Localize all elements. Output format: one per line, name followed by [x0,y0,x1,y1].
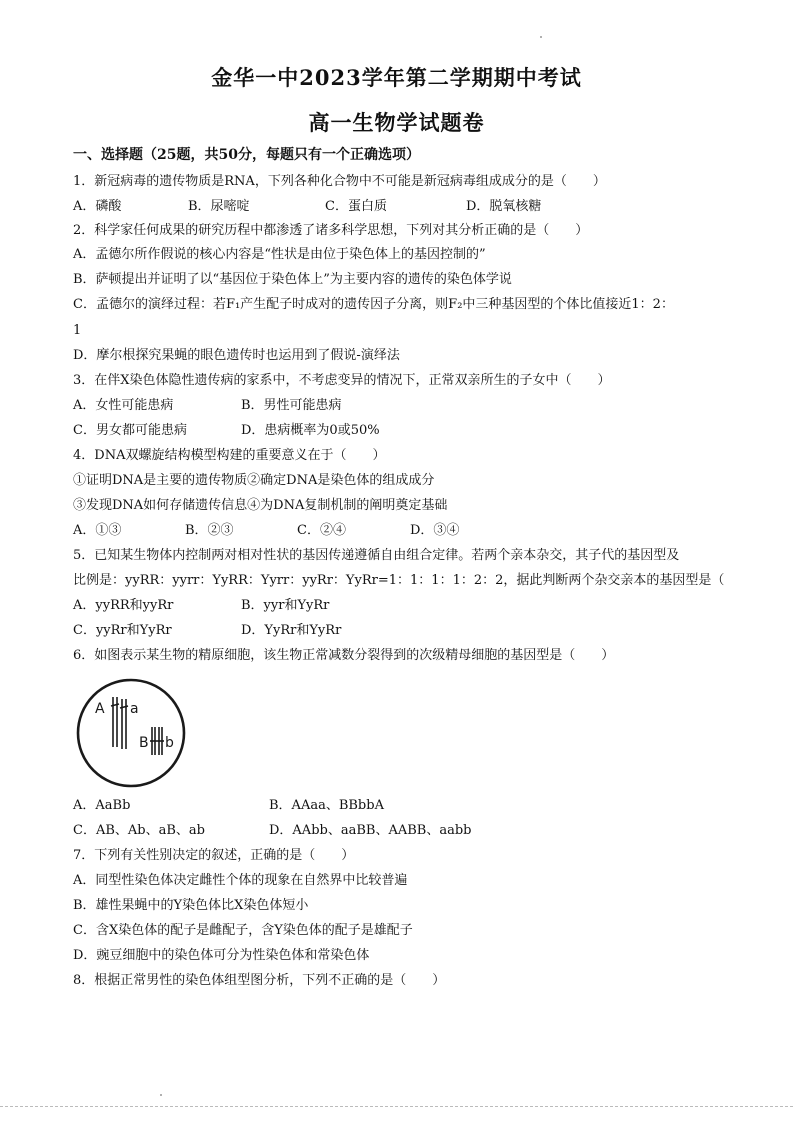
question-7-option-c: C．含X染色体的配子是雌配子，含Y染色体的配子是雄配子 [73,923,413,938]
question-3-stem: 3．在伴X染色体隐性遗传病的家系中，不考虑变异的情况下，正常双亲所生的子女中（ ） [73,373,611,388]
question-6-option-a: A．AaBb [73,798,131,813]
question-5-option-d: D．YyRr和YyRr [241,623,342,638]
question-3-option-d: D．患病概率为0或50% [241,423,380,438]
question-7-stem: 7．下列有关性别决定的叙述，正确的是（ ） [73,848,355,863]
chromosome-pair-b [150,727,164,755]
question-6-stem: 6．如图表示某生物的精原细胞，该生物正常减数分裂得到的次级精母细胞的基因型是（ ） [73,648,615,663]
question-3-option-c: C．男女都可能患病 [73,423,187,438]
question-5-option-b: B．yyr和YyRr [241,598,330,613]
question-1-option-c: C．蛋白质 [325,199,387,214]
question-6-option-b: B．AAaa、BBbbA [269,798,384,813]
question-4-stem: 4．DNA双螺旋结构模型构建的重要意义在于（ ） [73,448,386,463]
exam-subtitle: 高一生物学试题卷 [308,110,485,135]
question-6-option-c: C．AB、Ab、aB、ab [73,823,205,838]
question-4-option-d: D．③④ [410,523,460,538]
section-heading: 一、选择题（25题，共50分，每题只有一个正确选项） [73,147,420,163]
question-7-option-b: B．雄性果蝇中的Y染色体比X染色体短小 [73,898,309,913]
fig-label-a-lower: a [130,701,139,717]
fig-label-a-upper: A [95,701,105,717]
cell-membrane-outline [78,680,184,786]
fig-label-b-lower: b [165,735,174,751]
question-1-option-d: D．脱氧核糖 [466,199,542,214]
scan-speck [540,36,542,38]
fig-label-b-upper: B [139,735,149,751]
question-2-option-c: C．孟德尔的演绎过程：若F₁产生配子时成对的遗传因子分离，则F₂中三种基因型的个体比值接近1：2： [73,297,674,312]
question-4-statements-2: ③发现DNA如何存储遗传信息④为DNA复制机制的阐明奠定基础 [73,498,448,513]
question-4-statements-1: ①证明DNA是主要的遗传物质②确定DNA是染色体的组成成分 [73,473,435,488]
question-2-option-d: D．摩尔根探究果蝇的眼色遗传时也运用到了假说-演绎法 [73,348,400,363]
question-7-option-d: D．豌豆细胞中的染色体可分为性染色体和常染色体 [73,948,370,963]
question-4-option-c: C．②④ [297,523,346,538]
question-1-stem: 1．新冠病毒的遗传物质是RNA，下列各种化合物中不可能是新冠病毒组成成分的是（ ） [73,174,606,189]
question-3-option-a: A．女性可能患病 [73,398,174,413]
question-4-option-b: B．②③ [185,523,234,538]
question-4-option-a: A．①③ [73,523,122,538]
spermatogonium-cell-figure [75,677,187,789]
question-5-stem-line-2: 比例是：yyRR：yyrr：YyRR：Yyrr：yyRr：YyRr=1：1：1：1：2：2，据此判断两个杂交亲本的基因型是（ [73,573,725,588]
question-2-option-a: A．孟德尔所作假说的核心内容是“性状是由位于染色体上的基因控制的” [73,247,486,262]
question-7-option-a: A．同型性染色体决定雌性个体的现象在自然界中比较普遍 [73,873,408,888]
question-2-option-c-continued: 1 [73,323,82,338]
question-6-option-d: D．AAbb、aaBB、AABB、aabb [269,823,472,838]
question-5-option-c: C．yyRr和YyRr [73,623,172,638]
scan-speck [160,1094,162,1096]
page-bottom-rule [0,1106,793,1107]
question-1-option-b: B．尿嘧啶 [188,199,250,214]
exam-title: 金华一中2023学年第二学期期中考试 [211,65,582,90]
question-3-option-b: B．男性可能患病 [241,398,342,413]
question-2-option-b: B．萨顿提出并证明了以“基因位于染色体上”为主要内容的遗传的染色体学说 [73,272,512,287]
chromosome-pair-a [111,697,128,749]
question-5-option-a: A．yyRR和yyRr [73,598,174,613]
question-5-stem-line-1: 5．已知某生物体内控制两对相对性状的基因传递遵循自由组合定律。若两个亲本杂交，其子代的基因型及 [73,548,680,563]
question-8-stem: 8．根据正常男性的染色体组型图分析，下列不正确的是（ ） [73,973,446,988]
question-2-stem: 2．科学家任何成果的研究历程中都渗透了诸多科学思想，下列对其分析正确的是（ ） [73,223,589,238]
question-1-option-a: A．磷酸 [73,199,122,214]
